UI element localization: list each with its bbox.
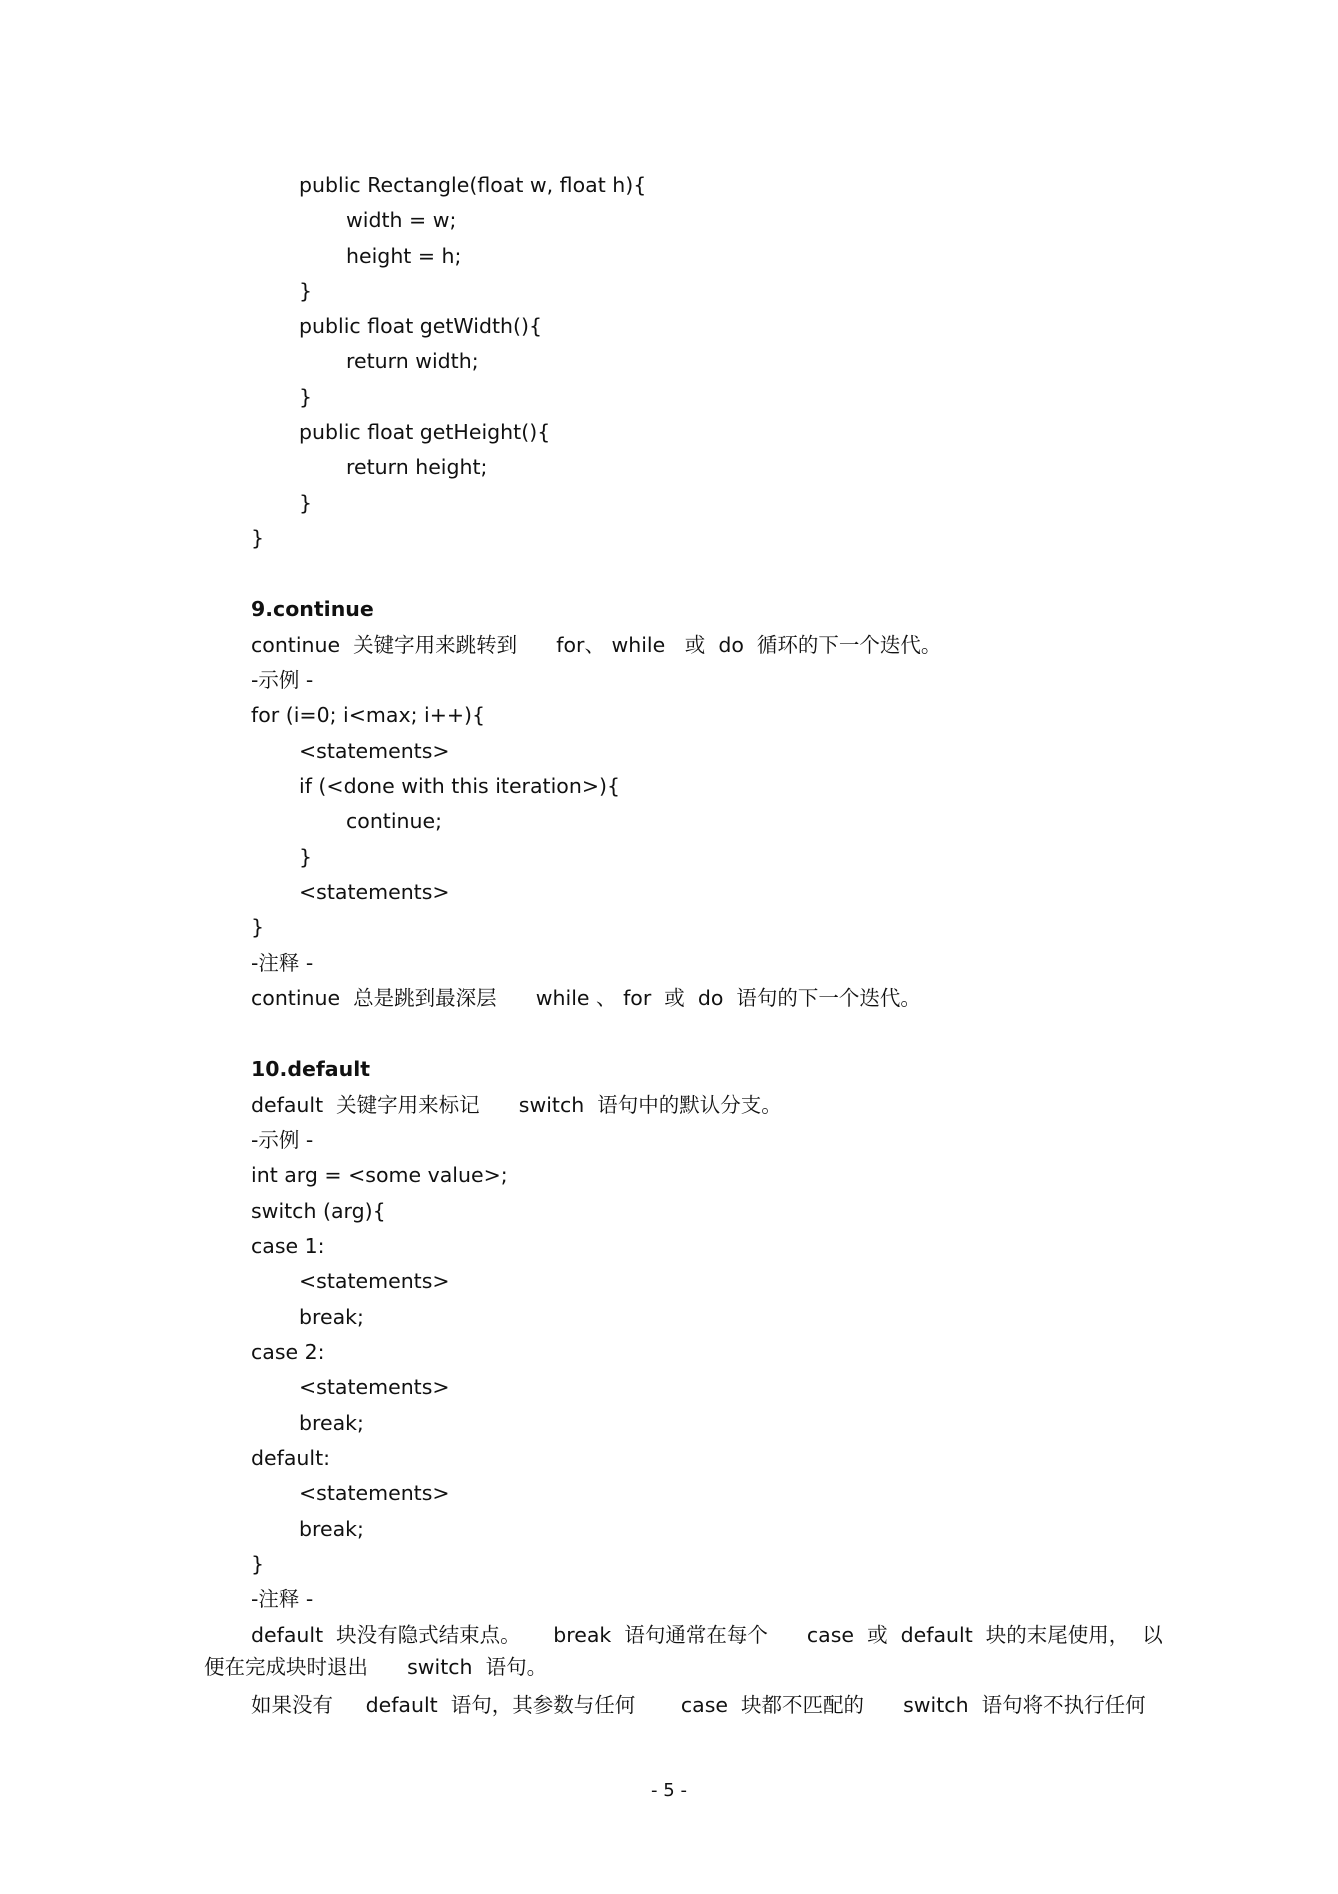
code-line: <statements> [299,739,450,763]
example-label: -示例 - [251,668,314,692]
code-line: } [299,845,313,869]
code-line: <statements> [299,1481,450,1505]
code-line: height = h; [346,244,462,268]
code-line: case 1: [251,1234,325,1258]
note-text: default 块没有隐式结束点。 break 语句通常在每个 case 或 default 块的末尾使用， 以 [251,1623,1163,1647]
code-line: case 2: [251,1340,325,1364]
section-heading: 9.continue [251,597,374,621]
code-line: <statements> [299,880,450,904]
code-line: } [251,1552,265,1576]
code-line: <statements> [299,1269,450,1293]
code-line: } [251,915,265,939]
example-label: -示例 - [251,1128,314,1152]
code-line: } [299,385,313,409]
code-line: return width; [346,349,479,373]
section-heading: 10.default [251,1057,371,1081]
code-line: if (<done with this iteration>){ [299,774,621,798]
code-line: } [299,279,313,303]
code-line: break; [299,1411,364,1435]
note-label: -注释 - [251,1587,314,1611]
code-line: break; [299,1517,364,1541]
code-line: int arg = <some value>; [251,1163,508,1187]
code-line: public Rectangle(float w, float h){ [299,173,647,197]
code-line: default: [251,1446,331,1470]
code-line: continue; [346,809,443,833]
code-line: public float getWidth(){ [299,314,543,338]
section-description: continue 关键字用来跳转到 for、 while 或 do 循环的下一个迭代。 [251,633,942,657]
note-text: 便在完成块时退出 switch 语句。 [204,1655,548,1679]
note-text: 如果没有 default 语句，其参数与任何 case 块都不匹配的 switch 语句将不执行任何 [251,1693,1146,1717]
code-line: } [251,526,265,550]
note-text: continue 总是跳到最深层 while 、 for 或 do 语句的下一个迭代。 [251,986,921,1010]
note-label: -注释 - [251,951,314,975]
page-number: - 5 - [651,1780,687,1801]
code-line: width = w; [346,208,457,232]
code-line: break; [299,1305,364,1329]
code-line: for (i=0; i<max; i++){ [251,703,486,727]
section-description: default 关键字用来标记 switch 语句中的默认分支。 [251,1093,782,1117]
code-line: return height; [346,455,488,479]
code-line: public float getHeight(){ [299,420,551,444]
code-line: switch (arg){ [251,1199,386,1223]
code-line: } [299,491,313,515]
code-line: <statements> [299,1375,450,1399]
